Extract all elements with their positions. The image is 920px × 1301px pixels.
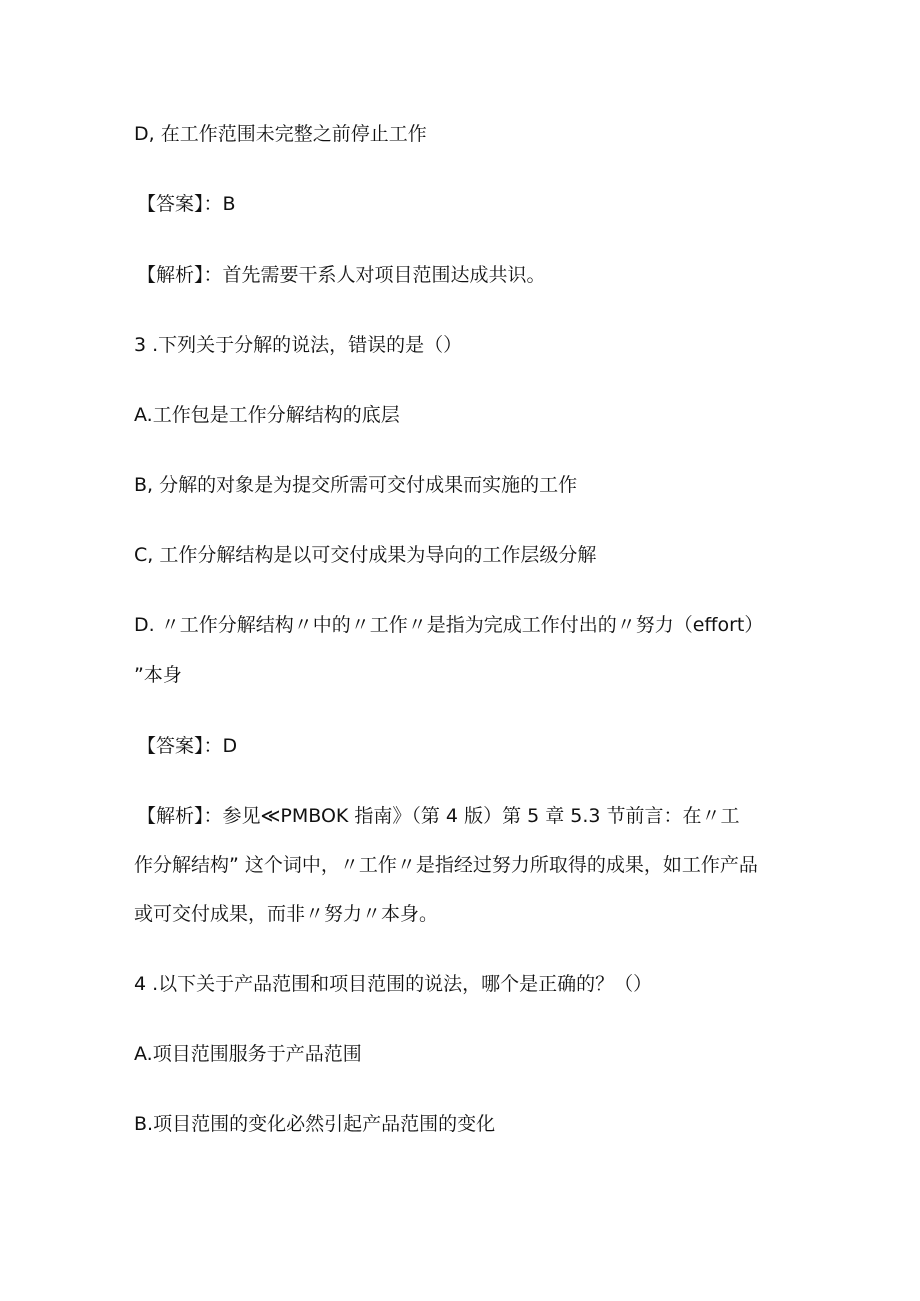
question-4: 4 .以下关于产品范围和项目范围的说法，哪个是正确的？（）	[134, 973, 653, 995]
explanation-q2: 【解析】：首先需要干系人对项目范围达成共识。	[137, 264, 546, 286]
question-3: 3 .下列关于分解的说法，错误的是（）	[134, 334, 463, 356]
answer-q3: 【答案】：D	[137, 735, 238, 757]
option-d-q3-continued: ”本身	[134, 664, 182, 686]
option-c-q3: C, 工作分解结构是以可交付成果为导向的工作层级分解	[134, 544, 597, 566]
answer-q2: 【答案】：B	[137, 193, 236, 215]
explanation-q3-line-3: 或可交付成果，而非〃努力〃本身。	[134, 903, 439, 925]
explanation-q3-line-2: 作分解结构” 这个词中，〃工作〃是指经过努力所取得的成果，如工作产品	[134, 854, 758, 876]
option-d-q2: D, 在工作范围未完整之前停止工作	[134, 123, 427, 145]
explanation-q3-line-1: 【解析】：参见≪PMBOK 指南》（第 4 版）第 5 章 5.3 节前言：在〃工	[137, 805, 740, 827]
option-b-q4: B.项目范围的变化必然引起产品范围的变化	[134, 1113, 496, 1135]
option-d-q3: D. 〃工作分解结构〃中的〃工作〃是指为完成工作付出的〃努力（effort）	[134, 614, 764, 636]
option-b-q3: B, 分解的对象是为提交所需可交付成果而实施的工作	[134, 474, 578, 496]
option-a-q3: A.工作包是工作分解结构的底层	[134, 404, 400, 426]
option-a-q4: A.项目范围服务于产品范围	[134, 1043, 362, 1065]
